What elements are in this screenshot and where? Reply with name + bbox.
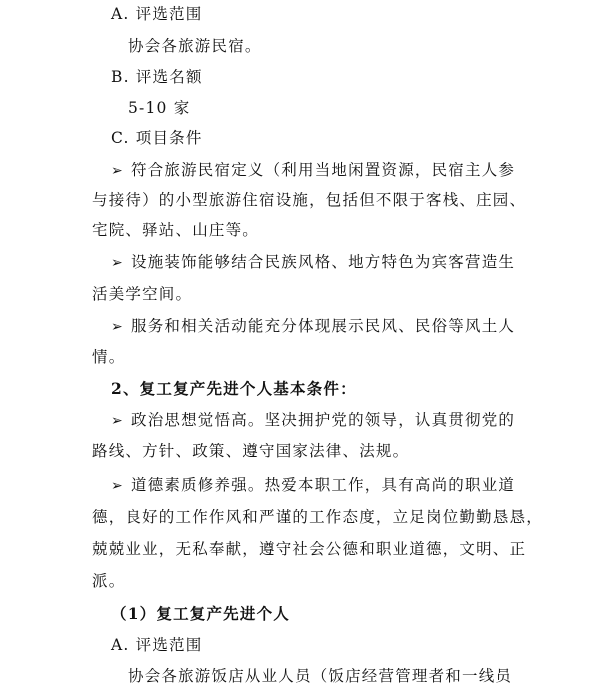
bullet-text: 道德素质修养强。热爱本职工作，具有高尚的职业道 <box>131 476 516 494</box>
section-c-label: C. 项目条件 <box>111 129 203 147</box>
paragraph-line: 兢兢业业，无私奉献，遵守社会公德和职业道德，文明、正 <box>92 540 527 558</box>
paragraph-line: 派。 <box>92 572 126 590</box>
paragraph-line: 路线、方针、政策、遵守国家法律、法规。 <box>92 442 410 460</box>
section-b-text: 5-10 家 <box>128 99 191 117</box>
paragraph-line: 与接待）的小型旅游住宿设施，包括但不限于客栈、庄园、 <box>92 191 527 209</box>
section-a-text: 协会各旅游民宿。 <box>128 37 262 55</box>
paragraph-line: 宅院、驿站、山庄等。 <box>92 221 260 239</box>
paragraph-line: 情。 <box>92 348 126 366</box>
arrow-bullet-icon: ➢ <box>111 163 123 179</box>
bullet-item-3 <box>111 315 515 338</box>
section-b-label: B. 评选名额 <box>111 68 203 86</box>
arrow-bullet-icon: ➢ <box>111 319 123 335</box>
paragraph-line: 活美学空间。 <box>92 285 193 303</box>
subsection-a-label: A. 评选范围 <box>111 636 203 654</box>
bullet-text: 服务和相关活动能充分体现展示民风、民俗等风土人 <box>131 317 516 335</box>
bullet-item-5 <box>111 474 515 497</box>
arrow-bullet-icon: ➢ <box>111 478 123 494</box>
bullet-text: 设施装饰能够结合民族风格、地方特色为宾客营造生 <box>131 253 516 271</box>
section-heading: 2、复工复产先进个人基本条件： <box>111 379 357 398</box>
section-a-label: A. 评选范围 <box>111 5 203 23</box>
bullet-text: 政治思想觉悟高。坚决拥护党的领导，认真贯彻党的 <box>131 411 516 429</box>
bullet-item-4 <box>111 409 515 432</box>
paragraph-line: 德，良好的工作作风和严谨的工作态度，立足岗位勤勤恳恳， <box>92 508 543 526</box>
bullet-item-2 <box>111 251 515 274</box>
bullet-text: 符合旅游民宿定义（利用当地闲置资源，民宿主人参 <box>131 161 516 179</box>
bullet-item-1 <box>111 159 515 182</box>
arrow-bullet-icon: ➢ <box>111 413 123 429</box>
subsection-heading: （1）复工复产先进个人 <box>111 604 290 623</box>
subsection-a-text: 协会各旅游饭店从业人员（饭店经营管理者和一线员 <box>128 667 513 685</box>
arrow-bullet-icon: ➢ <box>111 255 123 271</box>
